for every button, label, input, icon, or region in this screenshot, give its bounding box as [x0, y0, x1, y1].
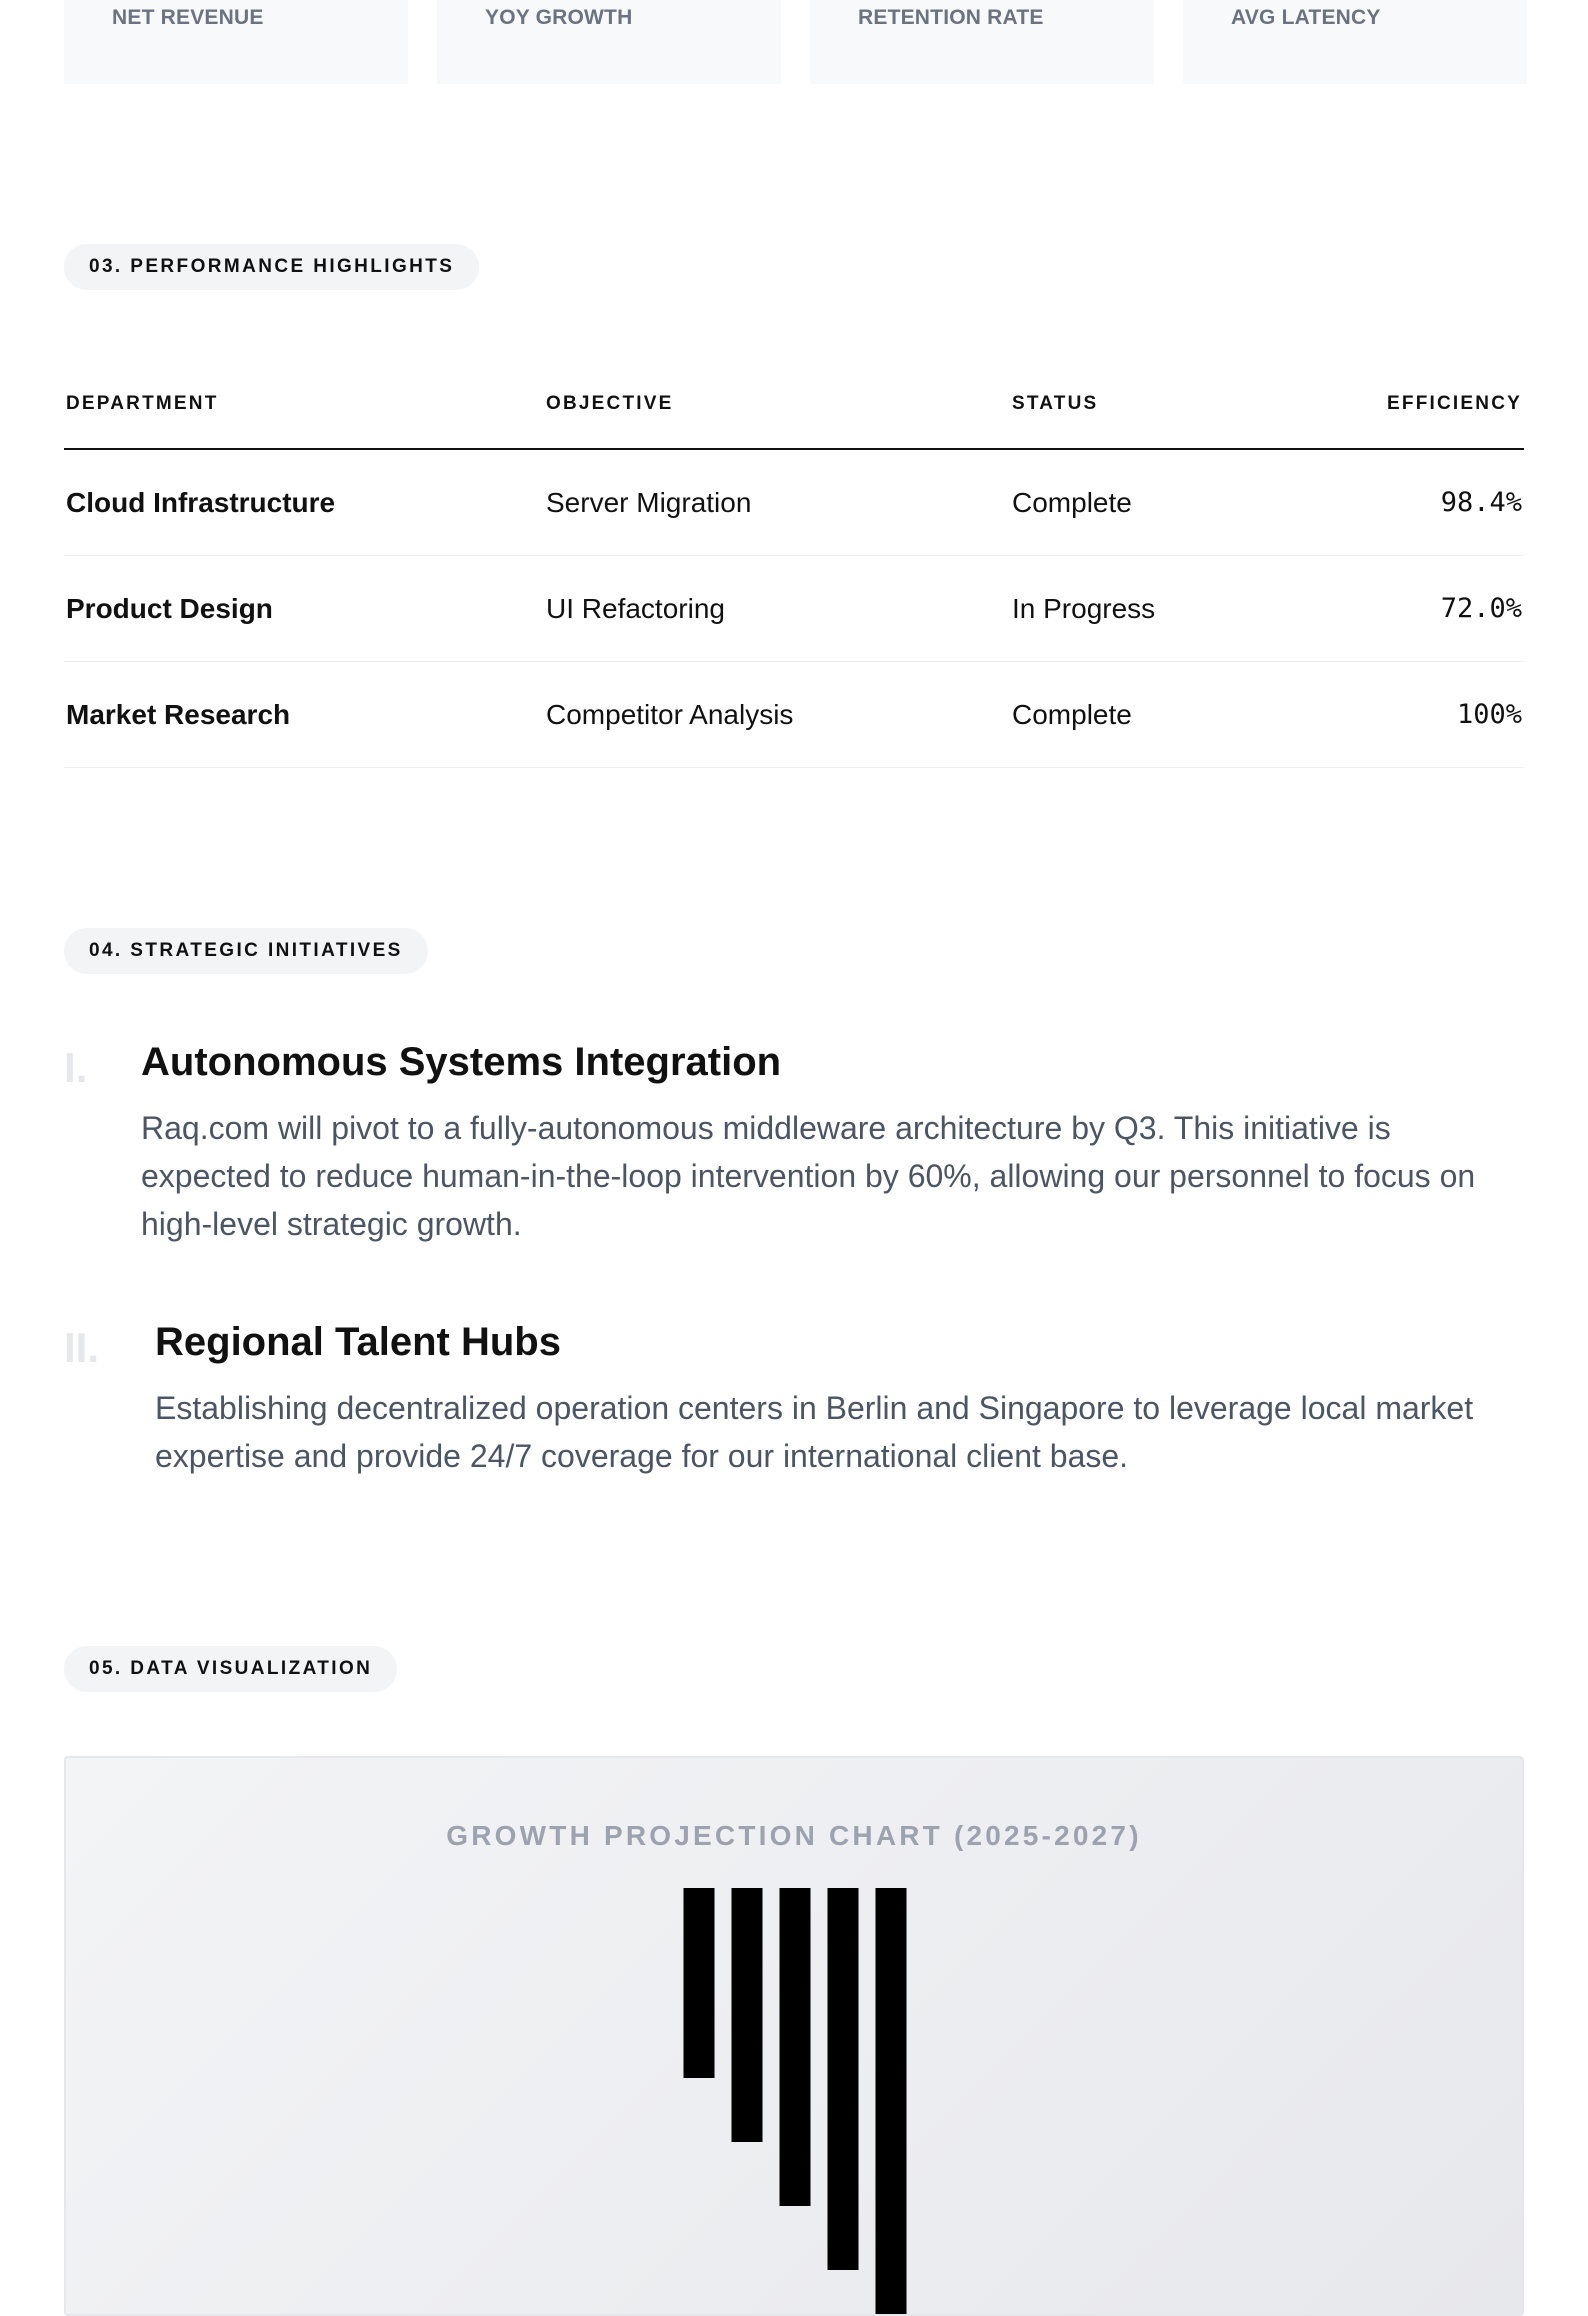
status-cell: Complete: [1010, 662, 1310, 768]
chart-title: GROWTH PROJECTION CHART (2025-2027): [446, 1820, 1142, 1851]
initiative-numeral: II.: [64, 1324, 100, 1371]
status-cell: Complete: [1010, 449, 1310, 556]
table-row: [64, 662, 1524, 768]
kpi-label: NET REVENUE: [112, 6, 264, 29]
column-header-efficiency: EFFICIENCY: [1310, 360, 1524, 449]
section-pill-performance: 03. PERFORMANCE HIGHLIGHTS: [64, 244, 479, 290]
initiative-title: Autonomous Systems Integration: [141, 1040, 782, 1084]
kpi-label: YOY GROWTH: [485, 6, 633, 29]
status-cell: In Progress: [1010, 556, 1310, 662]
table-row: [64, 556, 1524, 662]
efficiency-cell: 72.0%: [1310, 556, 1524, 662]
initiative-body: Establishing decentralized operation centers in Berlin and Singapore to leverage local market expertise and provide 24/7 coverage for our international client base.: [155, 1390, 1474, 1474]
kpi-label: RETENTION RATE: [858, 6, 1044, 29]
kpi-card-yoy-growth: [437, 0, 781, 84]
department-cell: Market Research: [64, 662, 544, 768]
initiative-item: [64, 1040, 1524, 1250]
efficiency-cell: 98.4%: [1310, 449, 1524, 556]
section-pill-initiatives: 04. STRATEGIC INITIATIVES: [64, 928, 428, 974]
department-cell: Cloud Infrastructure: [64, 449, 544, 556]
initiative-numeral: I.: [64, 1044, 88, 1091]
performance-table: [64, 360, 1524, 768]
efficiency-cell: 100%: [1310, 662, 1524, 768]
growth-chart-panel: [64, 1756, 1524, 2316]
column-header-status: STATUS: [1010, 360, 1310, 449]
kpi-card-avg-latency: [1183, 0, 1527, 84]
section-pill-visualization: 05. DATA VISUALIZATION: [64, 1646, 397, 1692]
column-header-department: DEPARTMENT: [64, 360, 544, 449]
department-cell: Product Design: [64, 556, 544, 662]
kpi-label: AVG LATENCY: [1231, 6, 1381, 29]
kpi-row: [64, 0, 1524, 84]
initiative-item: [64, 1320, 1524, 1490]
chart-bar: [876, 1888, 907, 2314]
objective-cell: Server Migration: [544, 449, 1010, 556]
objective-cell: Competitor Analysis: [544, 662, 1010, 768]
chart-bar: [684, 1888, 715, 2078]
table-header-row: [64, 360, 1524, 449]
chart-bar: [780, 1888, 811, 2206]
table-row: [64, 449, 1524, 556]
objective-cell: UI Refactoring: [544, 556, 1010, 662]
kpi-card-net-revenue: [64, 0, 408, 84]
initiative-title: Regional Talent Hubs: [155, 1320, 561, 1364]
column-header-objective: OBJECTIVE: [544, 360, 1010, 449]
kpi-card-retention-rate: [810, 0, 1154, 84]
chart-bar: [732, 1888, 763, 2142]
initiative-body: Raq.com will pivot to a fully-autonomous middleware architecture by Q3. This initiative is expected to reduce human-in-the-loop intervention by 60%, allowing our personnel to focus on high-level strategic growth.: [141, 1110, 1476, 1242]
growth-chart: [66, 1758, 1522, 2314]
chart-bar: [828, 1888, 859, 2270]
